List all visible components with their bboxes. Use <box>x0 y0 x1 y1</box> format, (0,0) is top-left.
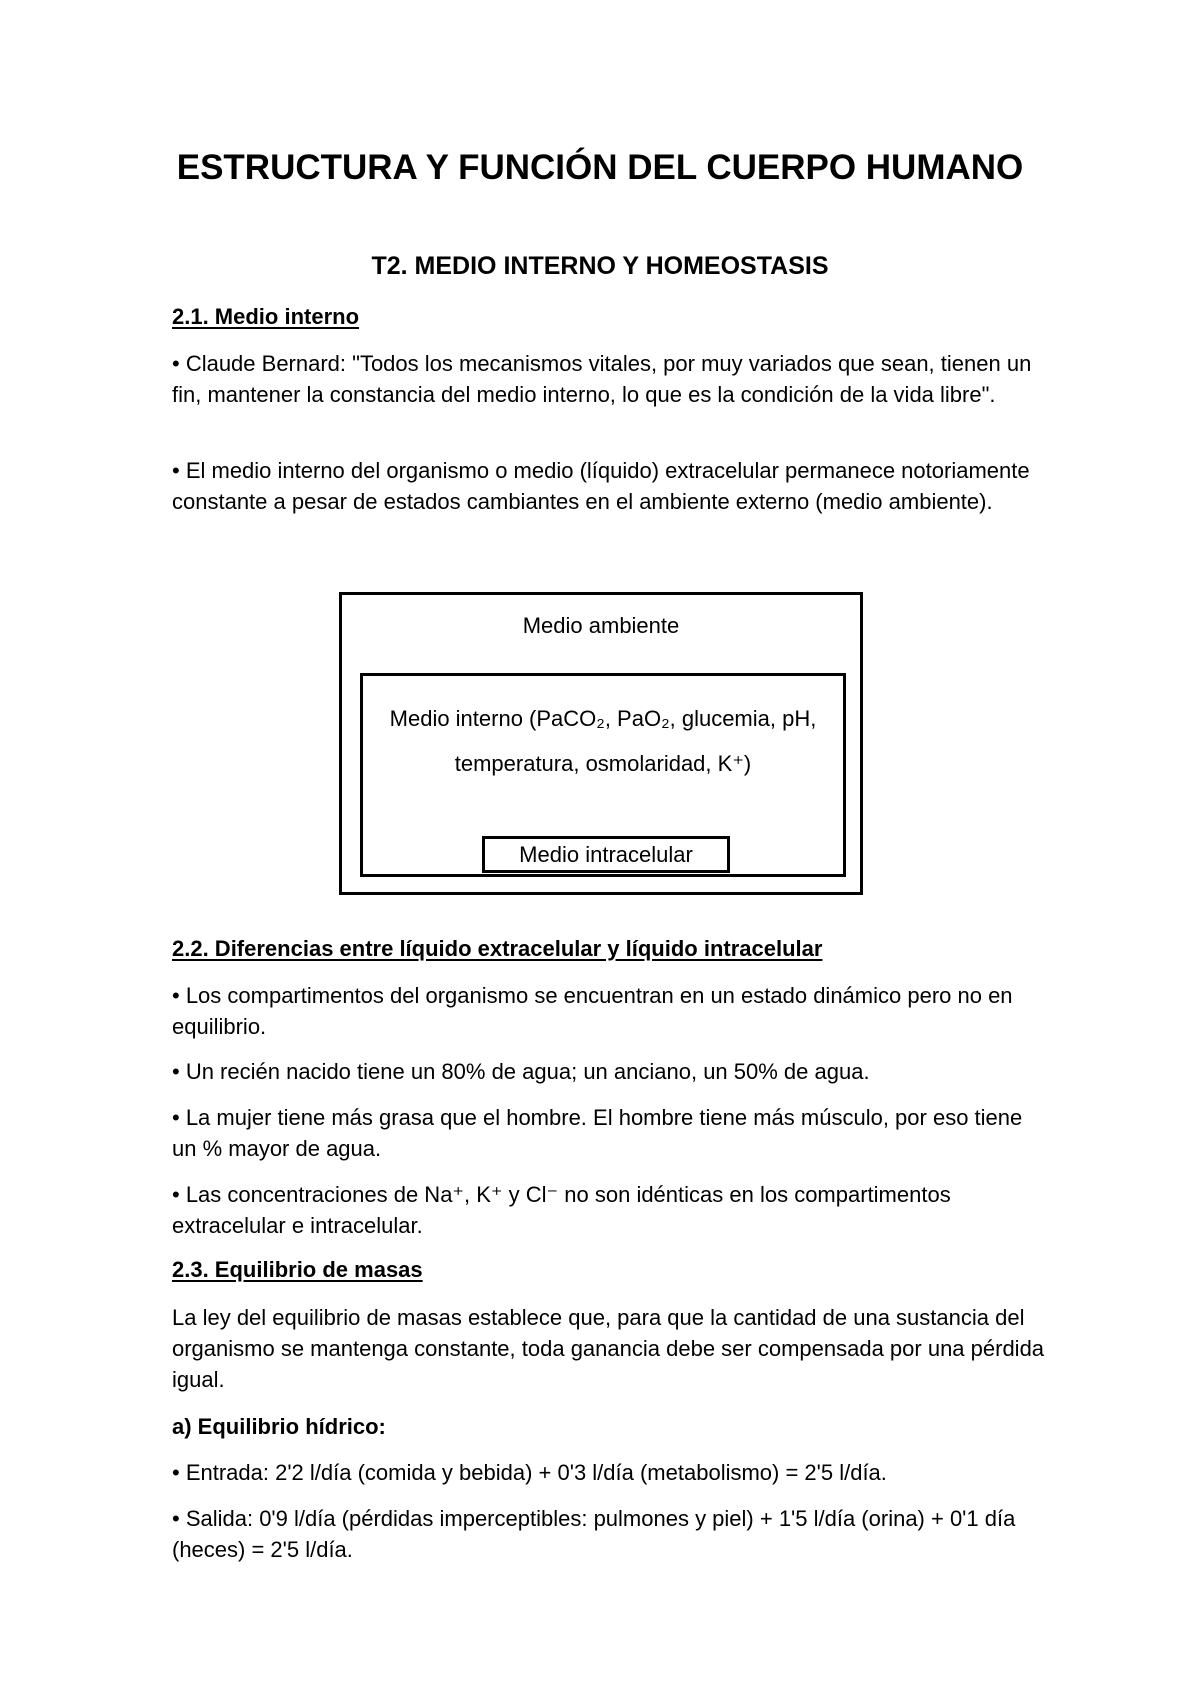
paragraph: • Los compartimentos del organismo se encuentran en un estado dinámico pero no en equilibrio. <box>172 983 1013 1039</box>
paragraph: • El medio interno del organismo o medio (líquido) extracelular permanece notoriamente constante a pesar de estados cambiantes en el ambiente externo (medio ambiente). <box>172 458 1030 514</box>
section-heading-2-3: 2.3. Equilibrio de masas <box>172 1257 423 1282</box>
paragraph: La ley del equilibrio de masas establece que, para que la cantidad de una sustancia del organismo se mantenga constante, toda ganancia debe ser compensada por una pérdida igual. <box>172 1305 1045 1392</box>
document-subtitle: T2. MEDIO INTERNO Y HOMEOSTASIS <box>371 252 829 280</box>
diagram-medio-ambiente <box>339 592 863 895</box>
subheading-equilibrio-hidrico: a) Equilibrio hídrico: <box>172 1414 386 1439</box>
list-item: • Salida: 0'9 l/día (pérdidas imperceptibles: pulmones y piel) + 1'5 l/día (orina) + 0'1 día (heces) = 2'5 l/día. <box>172 1506 1016 1562</box>
section-heading-2-1: 2.1. Medio interno <box>172 304 360 329</box>
document-title: ESTRUCTURA Y FUNCIÓN DEL CUERPO HUMANO <box>176 148 1024 187</box>
diagram-medio-interno <box>360 673 846 877</box>
list-item: • Entrada: 2'2 l/día (comida y bebida) + 0'3 l/día (metabolismo) = 2'5 l/día. <box>172 1460 887 1485</box>
paragraph: • Claude Bernard: "Todos los mecanismos vitales, por muy variados que sean, tienen un fin, mantener la constancia del medio interno, lo que es la condición de la vida libre". <box>172 351 1032 407</box>
paragraph: • La mujer tiene más grasa que el hombre. El hombre tiene más músculo, por eso tiene un % mayor de agua. <box>172 1105 1023 1161</box>
diagram-medio-intracelular: Medio intracelular <box>482 836 730 873</box>
section-heading-2-2: 2.2. Diferencias entre líquido extracelular y líquido intracelular <box>172 936 823 961</box>
diagram-outer-label: Medio ambiente <box>522 613 680 638</box>
paragraph: • Las concentraciones de Na⁺, K⁺ y Cl⁻ no son idénticas en los compartimentos extracelular e intracelular. <box>172 1182 951 1238</box>
paragraph: • Un recién nacido tiene un 80% de agua; un anciano, un 50% de agua. <box>172 1059 870 1084</box>
diagram-inner-label: Medio interno (PaCO₂, PaO₂, glucemia, pH, temperatura, osmolaridad, K⁺) <box>389 706 817 776</box>
